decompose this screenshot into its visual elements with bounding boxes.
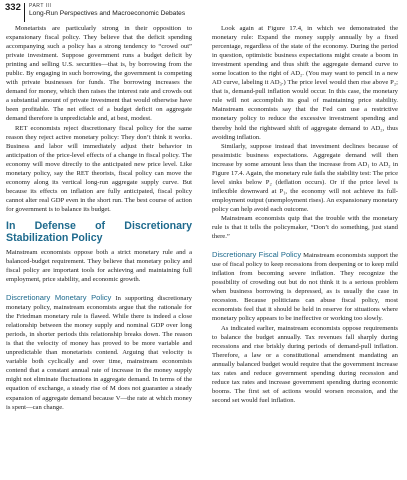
right-column	[212, 24, 398, 405]
paragraph-text: In supporting discretionary monetary policy, mainstream economists argue that the rationale for the Friedman monetary rule is flawed. While there is indeed a close relationship between the money supply and nominal GDP over long periods, in shorter periods this relationship breaks down. The reason is that the velocity of money has proved to be more variable and unpredictable than monetarists contend. Arguing that velocity is variable both cyclically and over time, mainstream economists contend that a constant annual rate of increase in the money supply might not eliminate fluctuations in aggregate demand. In terms of the equation of exchange, a steady rise of M does not guarantee a steady expansion of aggregate demand because V—the rate at which money is spent—can change.	[6, 294, 192, 411]
paragraph: Look again at Figure 17.4, in which we demonstrated the monetary rule: Expand the money supply annually by a fixed percentage, regardless of the state of the economy. During the period in question, optimistic business expectations might create a boom in investment spending and thus shift the aggregate demand curve to some location to the right of AD₂. (You may want to pencil in a new AD curve, labeling it AD₃.) The price level would then rise above P₂; that is, demand-pull inflation would occur. In this case, the monetary rule will not accomplish its goal of maintaining price stability. Mainstream economists say that the Fed can use a restrictive monetary policy to reduce the excessive investment spending and thereby hold the rightward shift of aggregate demand to AD₂, thus avoiding inflation.	[212, 25, 398, 141]
subsection-heading: Discretionary Monetary Policy	[6, 292, 112, 302]
page-number: 332	[5, 2, 21, 13]
paragraph-with-subheading	[6, 293, 192, 412]
paragraph: Monetarists are particularly strong in their opposition to expansionary fiscal policy. They believe that the deficit spending accompanying such a policy has a strong tendency to “crowd out” private investment. Suppose government runs a budget deficit by printing and selling U.S. securities—that is, by borrowing from the public. By engaging in such borrowing, the government is competing with private businesses for funds. The borrowing increases the demand for money, which then raises the interest rate and crowds out a substantial amount of private investment that would otherwise have been profitable. The net effect of a budget deficit on aggregate demand therefore is unpredictable and, at best, modest.	[6, 25, 192, 123]
paragraph: As indicated earlier, mainstream economists oppose requirements to balance the budget annually. Tax revenues fall sharply during recessions and rise briskly during periods of demand-pull inflation. Therefore, a law or a constitutional amendment mandating an annually balanced budget would require that the government increase tax rates and reduce government spending during recession and reduce tax rates and increase government spending during economic booms. The first set of actions would worsen recession, and the second set would fuel inflation.	[212, 324, 398, 404]
paragraph: Mainstream economists oppose both a strict monetary rule and a balanced-budget requirement. They believe that monetary policy and fiscal policy are important tools for achieving and maintaining full employment, price stability, and economic growth.	[6, 248, 192, 283]
paragraph-text: Mainstream economists support the use of fiscal policy to keep recessions from deepening or to keep mild inflation from becoming severe inflation. They recognize the possibility of crowding out but do not think it is a serious problem when business borrowing is depressed, as is usually the case in recession. Because politicians can abuse fiscal policy, most economists feel that it should be held in reserve for situations where monetary policy appears to be ineffective or working too slowly.	[212, 252, 399, 323]
subsection-heading: Discretionary Fiscal Policy	[212, 250, 302, 260]
paragraph-with-subheading	[212, 250, 398, 323]
section-heading: In Defense of Discretionary Stabilization Policy	[6, 219, 192, 245]
part-label: PART III	[29, 3, 52, 9]
running-title: Long-Run Perspectives and Macroeconomic Debates	[29, 10, 186, 17]
page-header	[5, 2, 402, 20]
left-column	[6, 24, 192, 412]
paragraph: Similarly, suppose instead that investment declines because of pessimistic business expectations. Aggregate demand will then increase by some amount less than the increase from AD₁ to AD₂ in Figure 17.4. Again, the monetary rule fails the stability test: The price level sinks below P₂ (deflation occurs). Or if the price level is inflexible downward at P₁, the economy will not achieve its full-employment output (unemployment rises). An expansionary monetary policy can help avoid each outcome.	[212, 142, 398, 213]
paragraph: RET economists reject discretionary fiscal policy for the same reason they reject active monetary policy: They don’t think it works. Business and labor will immediately adjust their behavior in anticipation of the price-level effects of a change in fiscal policy. The economy will move directly to the anticipated new price level. Like monetary policy, say the RET theorists, fiscal policy can move the economy along its vertical long-run aggregate supply curve. But because its effects on inflation are fully anticipated, fiscal policy cannot alter real GDP even in the short run. The best course of action for government is to balance its budget.	[6, 124, 192, 213]
paragraph: Mainstream economists quip that the trouble with the monetary rule is that it tells the policymaker, “Don’t do something, just stand there.”	[212, 214, 398, 241]
header-divider	[24, 3, 25, 22]
